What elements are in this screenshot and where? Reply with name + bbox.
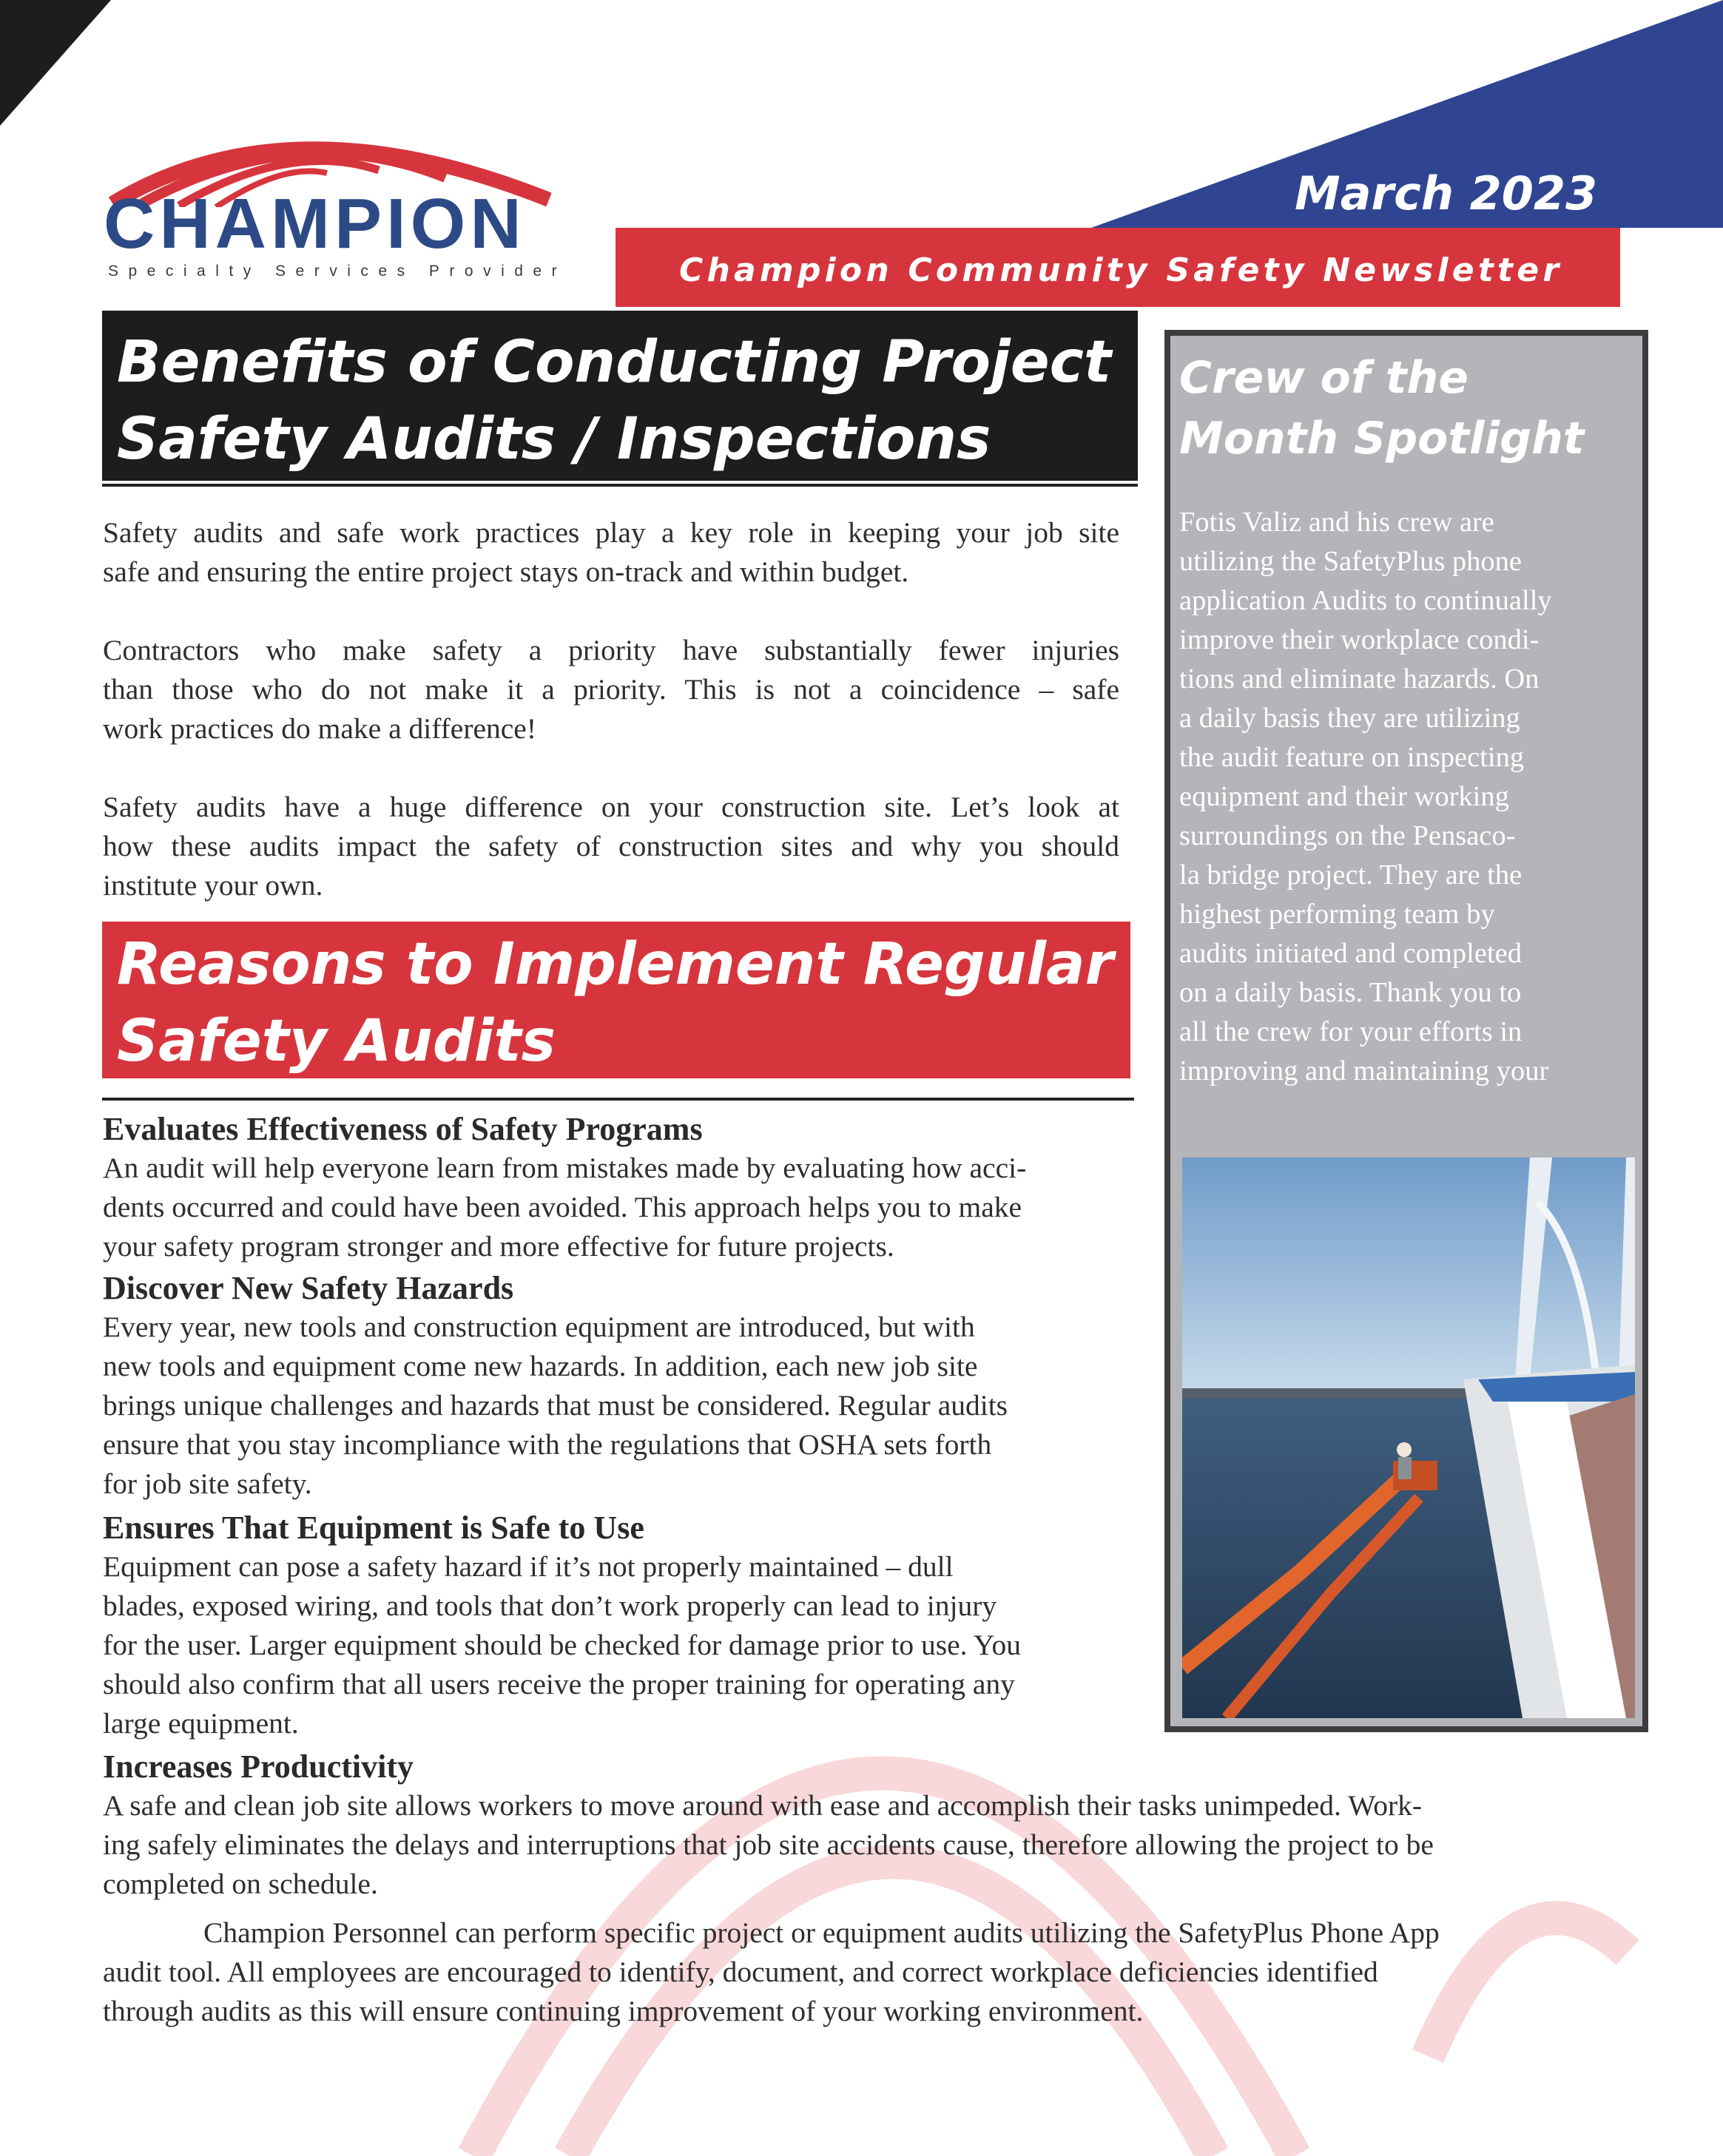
divider: [102, 1098, 1134, 1101]
heading-reasons: [117, 926, 1113, 1080]
section-line: blades, exposed wiring, and tools that don’t work properly can lead to injury: [103, 1589, 997, 1622]
intro-line: safe and ensuring the entire project stays on-track and within budget.: [103, 555, 909, 588]
heading-benefits: [117, 324, 1111, 478]
intro-line: Safety audits and safe work practices play a key role in keeping your job site: [103, 516, 1119, 549]
sidebar-line: utilizing the SafetyPlus phone: [1179, 546, 1523, 577]
closing-paragraph: [103, 1913, 1440, 2031]
intro-line: Contractors who make safety a priority have substantially fewer injuries: [103, 634, 1119, 666]
section-line: ing safely eliminates the delays and interruptions that job site accidents cause, therefore allowing the project to be: [103, 1828, 1434, 1861]
intro-line: institute your own.: [103, 869, 323, 902]
section-body: [103, 1308, 1008, 1504]
heading-reasons-line: Reasons to Implement Regular: [117, 931, 1114, 998]
sidebar-title: [1179, 348, 1584, 469]
section-line: large equipment.: [103, 1707, 299, 1740]
sidebar-line: equipment and their working: [1179, 781, 1509, 812]
divider: [102, 484, 1138, 487]
closing-line: through audits as this will ensure continuing improvement of your working environment.: [103, 1995, 1144, 2027]
heading-benefits-line: Safety Audits / Inspections: [117, 406, 991, 473]
section-body: [103, 1786, 1434, 1904]
section-line: brings unique challenges and hazards that must be considered. Regular audits: [103, 1389, 1008, 1422]
sidebar-line: audits initiated and completed: [1179, 938, 1522, 969]
sidebar-line: Fotis Valiz and his crew are: [1179, 507, 1494, 538]
issue-date: March 2023: [1295, 166, 1598, 220]
section-line: dents occurred and could have been avoided. This approach helps you to make: [103, 1191, 1022, 1223]
section-line: new tools and equipment come new hazards. In addition, each new job site: [103, 1350, 978, 1382]
corner-triangle: [0, 0, 111, 126]
logo-tagline: Specialty Services Provider: [108, 263, 567, 280]
section-line: your safety program stronger and more effective for future projects.: [103, 1230, 894, 1263]
sidebar-title-line: Crew of the: [1179, 352, 1469, 404]
intro-line: work practices do make a difference!: [103, 712, 536, 745]
intro-paragraph: [103, 631, 1119, 748]
section-line: should also confirm that all users receive the proper training for operating any: [103, 1668, 1015, 1700]
section-line: Every year, new tools and construction equipment are introduced, but with: [103, 1311, 975, 1343]
sidebar-line: highest performing team by: [1179, 899, 1495, 930]
section-line: completed on schedule.: [103, 1868, 378, 1900]
section-body: [103, 1547, 1021, 1743]
sidebar-line: surroundings on the Pensaco-: [1179, 820, 1516, 851]
closing-line: audit tool. All employees are encouraged to identify, document, and correct workplace deficiencies identified: [103, 1956, 1378, 1988]
sidebar-line: all the crew for your efforts in: [1179, 1016, 1523, 1047]
section-body: [103, 1149, 1026, 1266]
newsletter-title: Champion Community Safety Newsletter: [679, 251, 1563, 289]
closing-line: Champion Personnel can perform specific project or equipment audits utilizing the SafetyPlus Phone App: [203, 1916, 1440, 1949]
section-line: for job site safety.: [103, 1467, 312, 1500]
heading-benefits-line: Benefits of Conducting Project: [117, 329, 1112, 396]
section-line: An audit will help everyone learn from mistakes made by evaluating how acci-: [103, 1152, 1027, 1184]
section-line: Equipment can pose a safety hazard if it’s not properly maintained – dull: [103, 1550, 954, 1583]
bridge-crew-photo: [1182, 1158, 1635, 1718]
section-title: Increases Productivity: [103, 1748, 414, 1785]
intro-paragraph: [103, 788, 1119, 905]
sidebar-line: application Audits to continually: [1179, 585, 1552, 616]
section-title: Discover New Safety Hazards: [103, 1270, 514, 1306]
section-line: A safe and clean job site allows workers to move around with ease and accomplish their tasks unimpeded. Work-: [103, 1789, 1422, 1822]
sidebar-text: [1179, 503, 1552, 1091]
sidebar-line: la bridge project. They are the: [1179, 859, 1523, 891]
intro-line: how these audits impact the safety of construction sites and why you should: [103, 830, 1119, 862]
sidebar-line: on a daily basis. Thank you to: [1179, 977, 1522, 1008]
sidebar-line: a daily basis they are utilizing: [1179, 703, 1520, 734]
sidebar-line: tions and eliminate hazards. On: [1179, 663, 1540, 695]
section-title: Evaluates Effectiveness of Safety Programs: [103, 1111, 703, 1147]
section-line: ensure that you stay incompliance with the regulations that OSHA sets forth: [103, 1428, 992, 1461]
sidebar-title-line: Month Spotlight: [1179, 413, 1585, 464]
sidebar-line: improve their workplace condi-: [1179, 624, 1540, 655]
intro-paragraph: [103, 513, 1119, 592]
intro-line: than those who do not make it a priority. This is not a coincidence – safe: [103, 673, 1119, 706]
sidebar-line: the audit feature on inspecting: [1179, 742, 1525, 773]
sidebar-line: improving and maintaining your: [1179, 1055, 1549, 1087]
logo-wordmark: CHAMPION: [104, 184, 526, 263]
heading-reasons-line: Safety Audits: [117, 1008, 556, 1075]
intro-line: Safety audits have a huge difference on your construction site. Let’s look at: [103, 791, 1119, 823]
section-title: Ensures That Equipment is Safe to Use: [103, 1510, 644, 1546]
section-line: for the user. Larger equipment should be checked for damage prior to use. You: [103, 1629, 1021, 1661]
